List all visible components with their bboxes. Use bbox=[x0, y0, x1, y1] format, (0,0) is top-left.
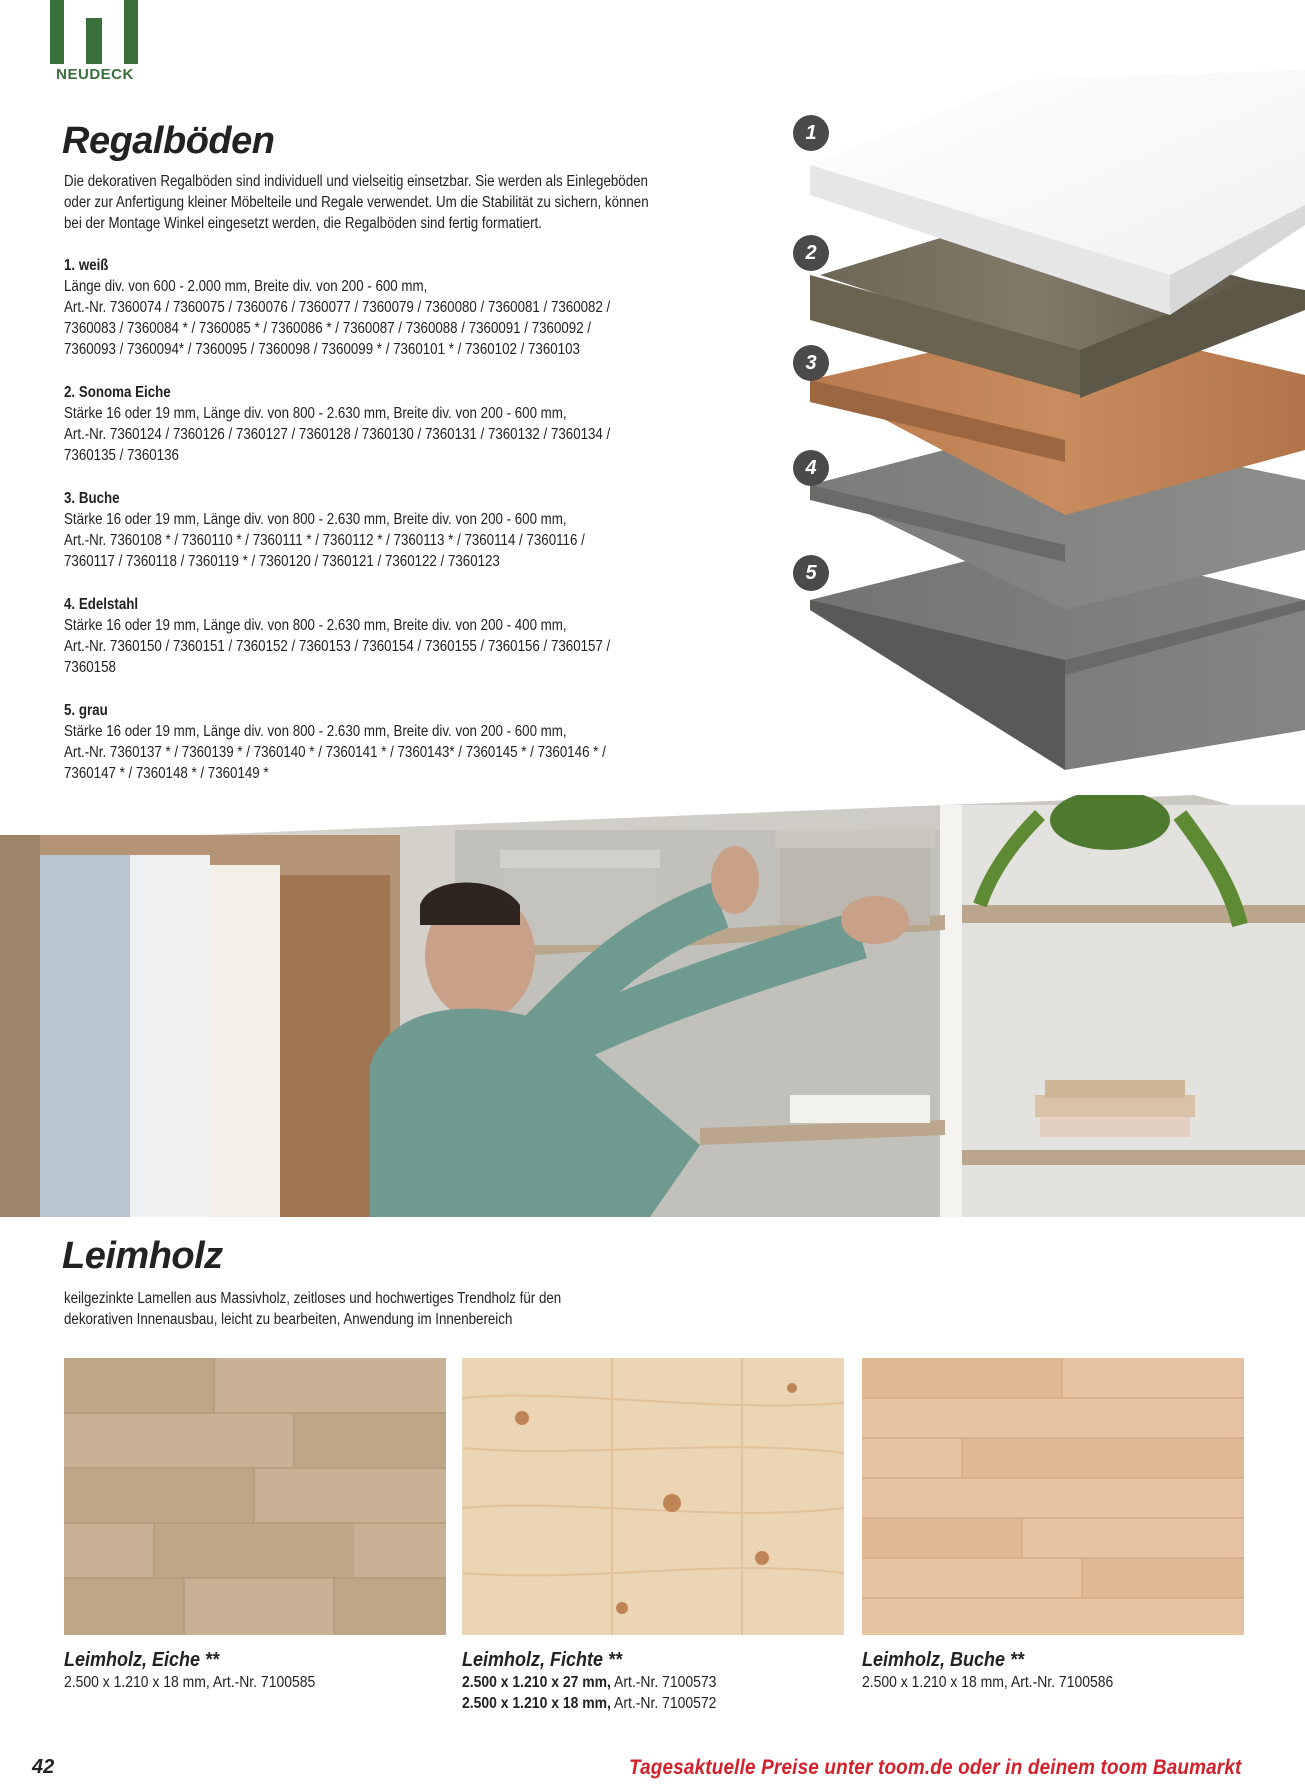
shelf-boards-image bbox=[780, 10, 1305, 790]
caption-article: Art.-Nr. 7100573 bbox=[610, 1674, 717, 1691]
product-item bbox=[64, 700, 718, 784]
wood-sample-buche-image bbox=[862, 1358, 1244, 1635]
caption-eiche bbox=[64, 1650, 442, 1693]
page-number: 42 bbox=[32, 1756, 55, 1778]
product-item bbox=[64, 382, 718, 466]
product-title: 4. Edelstahl bbox=[64, 596, 139, 613]
product-line: Art.-Nr. 7360124 / 7360126 / 7360127 / 7360128 / 7360130 / 7360131 / 7360132 / 7360134 / bbox=[64, 426, 611, 443]
product-line: 7360093 / 7360094* / 7360095 / 7360098 / 7360099 * / 7360101 * / 7360102 / 7360103 bbox=[64, 341, 580, 358]
badge-4-icon: 4 bbox=[793, 450, 829, 486]
product-line: Stärke 16 oder 19 mm, Länge div. von 800 - 2.630 mm, Breite div. von 200 - 600 mm, bbox=[64, 511, 567, 528]
wood-sample-eiche-image bbox=[64, 1358, 446, 1635]
wardrobe-photo-image bbox=[0, 795, 1305, 1217]
caption-size: 2.500 x 1.210 x 18 mm, bbox=[462, 1695, 611, 1712]
caption-line bbox=[462, 1672, 840, 1693]
product-line: Art.-Nr. 7360108 * / 7360110 * / 7360111 * / 7360112 * / 7360113 * / 7360114 / 7360116 / bbox=[64, 532, 585, 549]
product-line: 7360135 / 7360136 bbox=[64, 447, 179, 464]
caption-fichte bbox=[462, 1650, 840, 1714]
wood-sample-fichte-image bbox=[462, 1358, 844, 1635]
caption-buche bbox=[862, 1650, 1240, 1693]
leimholz-description bbox=[64, 1288, 666, 1330]
wardrobe-photo bbox=[0, 795, 1305, 1217]
caption-article: Art.-Nr. 7100572 bbox=[610, 1695, 717, 1712]
product-title: 2. Sonoma Eiche bbox=[64, 384, 171, 401]
badge-1-icon: 1 bbox=[793, 115, 829, 151]
product-title: 1. weiß bbox=[64, 257, 109, 274]
caption-line: 2.500 x 1.210 x 18 mm, Art.-Nr. 7100585 bbox=[64, 1674, 316, 1691]
caption-title: Leimholz, Fichte ** bbox=[462, 1649, 623, 1671]
badge-5-icon: 5 bbox=[793, 555, 829, 591]
caption-line bbox=[462, 1693, 840, 1714]
product-line: 7360147 * / 7360148 * / 7360149 * bbox=[64, 765, 269, 782]
regal-intro: Die dekorativen Regalböden sind individuell und vielseitig einsetzbar. Sie werden als Einlegeböden oder zur Anfertigung kleiner Möbelteile und Regale verwendet. Um die Stabilität zu sichern, können bei der Montage Winkel eingesetzt werden, die Regalböden sind fertig formatiert. bbox=[64, 173, 649, 232]
product-item bbox=[64, 594, 718, 678]
caption-size: 2.500 x 1.210 x 27 mm, bbox=[462, 1674, 611, 1691]
leimholz-description-line: keilgezinkte Lamellen aus Massivholz, zeitloses und hochwertiges Trendholz für den bbox=[64, 1290, 562, 1307]
badge-3-icon: 3 bbox=[793, 345, 829, 381]
product-line: 7360083 / 7360084 * / 7360085 * / 7360086 * / 7360087 / 7360088 / 7360091 / 7360092 / bbox=[64, 320, 592, 337]
product-line: Art.-Nr. 7360150 / 7360151 / 7360152 / 7360153 / 7360154 / 7360155 / 7360156 / 7360157 / bbox=[64, 638, 611, 655]
leimholz-description-line: dekorativen Innenausbau, leicht zu bearbeiten, Anwendung im Innenbereich bbox=[64, 1311, 513, 1328]
wood-sample-buche bbox=[862, 1358, 1244, 1635]
brand-logo bbox=[50, 0, 140, 83]
wood-sample-fichte bbox=[462, 1358, 844, 1635]
wood-sample-eiche bbox=[64, 1358, 446, 1635]
section-title-regalboeden: Regalböden bbox=[62, 120, 275, 162]
caption-title: Leimholz, Eiche ** bbox=[64, 1649, 220, 1671]
shelf-boards-illustration bbox=[780, 10, 1305, 790]
logo-mark bbox=[50, 0, 138, 64]
section-title-leimholz: Leimholz bbox=[62, 1235, 223, 1277]
product-line: Länge div. von 600 - 2.000 mm, Breite div. von 200 - 600 mm, bbox=[64, 278, 428, 295]
product-line: Art.-Nr. 7360137 * / 7360139 * / 7360140 * / 7360141 * / 7360143* / 7360145 * / 7360146 * / bbox=[64, 744, 606, 761]
product-title: 3. Buche bbox=[64, 490, 120, 507]
logo-text: NEUDECK bbox=[56, 66, 134, 83]
product-line: Stärke 16 oder 19 mm, Länge div. von 800 - 2.630 mm, Breite div. von 200 - 600 mm, bbox=[64, 405, 567, 422]
product-item bbox=[64, 255, 718, 360]
footer-price-note[interactable]: Tagesaktuelle Preise unter toom.de oder in deinem toom Baumarkt bbox=[628, 1756, 1241, 1779]
caption-line: 2.500 x 1.210 x 18 mm, Art.-Nr. 7100586 bbox=[862, 1674, 1114, 1691]
badge-2-icon: 2 bbox=[793, 235, 829, 271]
caption-title: Leimholz, Buche ** bbox=[862, 1649, 1025, 1671]
product-line: 7360158 bbox=[64, 659, 116, 676]
product-line: Stärke 16 oder 19 mm, Länge div. von 800 - 2.630 mm, Breite div. von 200 - 600 mm, bbox=[64, 723, 567, 740]
product-title: 5. grau bbox=[64, 702, 108, 719]
product-list bbox=[64, 255, 718, 806]
product-line: Stärke 16 oder 19 mm, Länge div. von 800 - 2.630 mm, Breite div. von 200 - 400 mm, bbox=[64, 617, 567, 634]
product-line: Art.-Nr. 7360074 / 7360075 / 7360076 / 7360077 / 7360079 / 7360080 / 7360081 / 7360082 / bbox=[64, 299, 611, 316]
product-item bbox=[64, 488, 718, 572]
product-line: 7360117 / 7360118 / 7360119 * / 7360120 / 7360121 / 7360122 / 7360123 bbox=[64, 553, 500, 570]
